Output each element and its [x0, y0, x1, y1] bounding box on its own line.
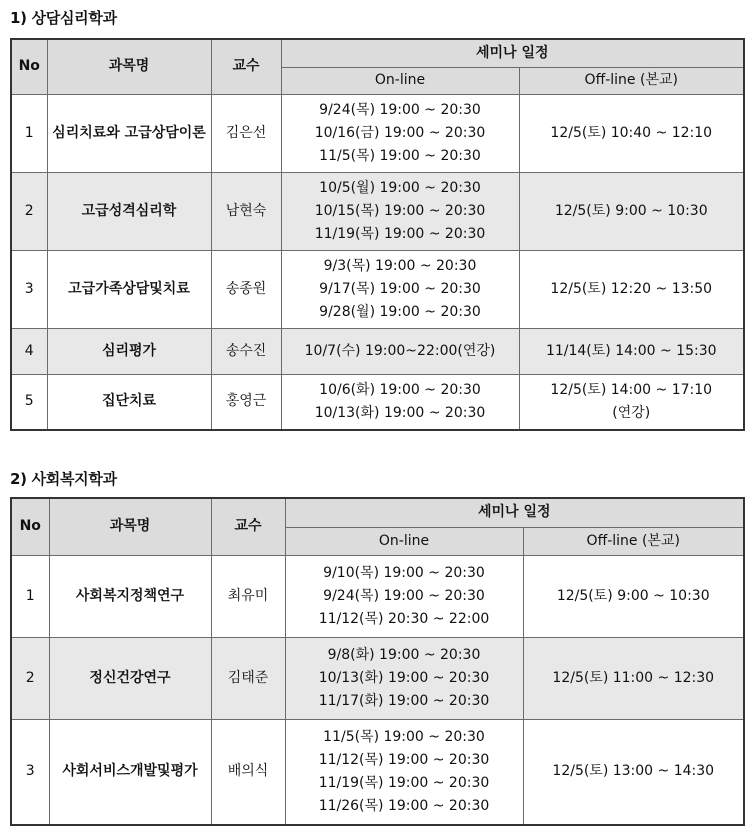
online-session: 11/19(목) 19:00 ~ 20:30 [314, 225, 486, 242]
online-session: 10/13(화) 19:00 ~ 20:30 [318, 669, 490, 686]
offline-session: 11/14(토) 14:00 ~ 15:30 [545, 342, 717, 359]
professor-name: 김은선 [211, 94, 281, 172]
course-name: 정신건강연구 [49, 637, 211, 719]
header-professor: 교수 [211, 39, 281, 94]
online-session: 11/26(목) 19:00 ~ 20:30 [318, 797, 490, 814]
online-session: 11/12(목) 20:30 ~ 22:00 [318, 610, 490, 627]
online-schedule [285, 719, 523, 825]
offline-session: 12/5(토) 10:40 ~ 12:10 [550, 124, 713, 141]
table-row [11, 328, 744, 374]
header-seminar: 세미나 일정 [281, 39, 744, 67]
row-no: 2 [11, 637, 49, 719]
offline-schedule [519, 374, 744, 430]
professor-name: 최유미 [211, 555, 285, 637]
course-name: 심리평가 [47, 328, 211, 374]
online-schedule [281, 172, 519, 250]
course-name: 고급가족상담및치료 [47, 250, 211, 328]
header-offline: Off-line (본교) [523, 527, 744, 555]
header-online: On-line [281, 67, 519, 94]
row-no: 3 [11, 719, 49, 825]
professor-name: 송종원 [211, 250, 281, 328]
online-schedule [281, 374, 519, 430]
header-no: No [11, 39, 47, 94]
online-schedule [285, 637, 523, 719]
header-professor: 교수 [211, 498, 285, 555]
online-session: 9/17(목) 19:00 ~ 20:30 [319, 280, 481, 297]
offline-session: 12/5(토) 11:00 ~ 12:30 [552, 669, 715, 686]
online-schedule [285, 555, 523, 637]
online-session: 10/5(월) 19:00 ~ 20:30 [319, 179, 481, 196]
online-schedule [281, 94, 519, 172]
offline-session: 12/5(토) 9:00 ~ 10:30 [554, 202, 708, 219]
table-row [11, 637, 744, 719]
online-session: 9/24(목) 19:00 ~ 20:30 [319, 101, 481, 118]
online-session: 11/5(목) 19:00 ~ 20:30 [323, 728, 485, 745]
course-name: 사회서비스개발및평가 [49, 719, 211, 825]
online-session: 9/28(월) 19:00 ~ 20:30 [319, 303, 481, 320]
schedule-table-social-welfare [10, 497, 745, 826]
online-session: 9/10(목) 19:00 ~ 20:30 [323, 564, 485, 581]
online-session: 10/15(목) 19:00 ~ 20:30 [314, 202, 486, 219]
course-name: 고급성격심리학 [47, 172, 211, 250]
online-session: 9/3(목) 19:00 ~ 20:30 [323, 257, 477, 274]
online-schedule [281, 250, 519, 328]
offline-schedule [519, 172, 744, 250]
online-schedule [281, 328, 519, 374]
online-session: 9/24(목) 19:00 ~ 20:30 [323, 587, 485, 604]
online-session: 9/8(화) 19:00 ~ 20:30 [327, 646, 481, 663]
online-session: 10/7(수) 19:00~22:00(연강) [304, 342, 496, 359]
schedule-table-counseling [10, 38, 745, 431]
professor-name: 홍영근 [211, 374, 281, 430]
online-session: 11/5(목) 19:00 ~ 20:30 [319, 147, 481, 164]
offline-schedule [523, 719, 744, 825]
row-no: 2 [11, 172, 47, 250]
offline-session: 12/5(토) 9:00 ~ 10:30 [556, 587, 710, 604]
section-title: 2) 사회복지학과 [10, 470, 117, 488]
row-no: 3 [11, 250, 47, 328]
header-offline: Off-line (본교) [519, 67, 744, 94]
header-no: No [11, 498, 49, 555]
header-course: 과목명 [49, 498, 211, 555]
online-session: 11/19(목) 19:00 ~ 20:30 [318, 774, 490, 791]
section-title: 1) 상담심리학과 [10, 9, 117, 27]
table-row [11, 719, 744, 825]
online-session: 10/13(화) 19:00 ~ 20:30 [314, 404, 486, 421]
table-row [11, 374, 744, 430]
online-session: 11/12(목) 19:00 ~ 20:30 [318, 751, 490, 768]
offline-session: (연강) [612, 404, 651, 421]
professor-name: 송수진 [211, 328, 281, 374]
header-seminar: 세미나 일정 [285, 498, 744, 527]
course-name: 집단치료 [47, 374, 211, 430]
offline-session: 12/5(토) 12:20 ~ 13:50 [550, 280, 713, 297]
offline-schedule [523, 555, 744, 637]
offline-schedule [519, 250, 744, 328]
table-row [11, 172, 744, 250]
offline-session: 12/5(토) 14:00 ~ 17:10 [550, 381, 713, 398]
course-name: 사회복지정책연구 [49, 555, 211, 637]
row-no: 1 [11, 94, 47, 172]
row-no: 5 [11, 374, 47, 430]
row-no: 1 [11, 555, 49, 637]
online-session: 10/6(화) 19:00 ~ 20:30 [319, 381, 481, 398]
professor-name: 배의식 [211, 719, 285, 825]
offline-schedule [519, 94, 744, 172]
header-online: On-line [285, 527, 523, 555]
offline-schedule [523, 637, 744, 719]
online-session: 11/17(화) 19:00 ~ 20:30 [318, 692, 490, 709]
table-row [11, 555, 744, 637]
header-course: 과목명 [47, 39, 211, 94]
course-name: 심리치료와 고급상담이론 [47, 94, 211, 172]
offline-session: 12/5(토) 13:00 ~ 14:30 [552, 763, 715, 780]
row-no: 4 [11, 328, 47, 374]
online-session: 10/16(금) 19:00 ~ 20:30 [314, 124, 486, 141]
offline-schedule [519, 328, 744, 374]
professor-name: 남현숙 [211, 172, 281, 250]
professor-name: 김태준 [211, 637, 285, 719]
table-row [11, 94, 744, 172]
table-row [11, 250, 744, 328]
